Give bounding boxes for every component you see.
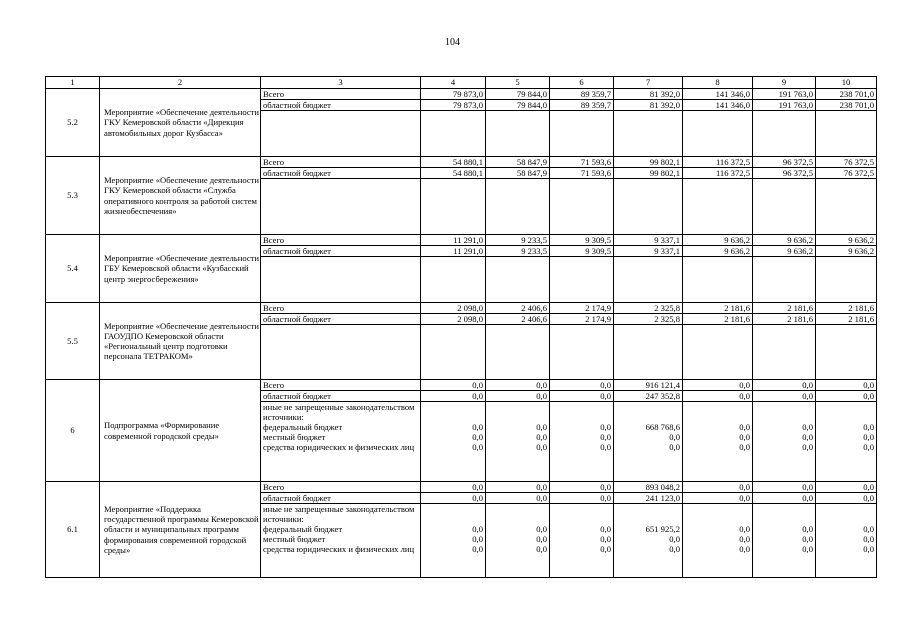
value-cell — [683, 89, 753, 157]
value — [683, 504, 752, 524]
value: 2 181,6 — [753, 303, 815, 314]
value: 191 763,0 — [753, 89, 815, 100]
value-cell — [753, 89, 816, 157]
funding-source-label: средства юридических и физических лиц — [263, 442, 415, 452]
value: 116 372,5 — [683, 168, 752, 179]
value: 2 181,6 — [816, 303, 876, 314]
value-cell — [816, 380, 877, 482]
value-cell — [753, 482, 816, 578]
value — [486, 402, 549, 422]
value: 0,0 — [550, 493, 613, 504]
value: 71 593,6 — [550, 168, 613, 179]
value: 54 880,1 — [421, 157, 485, 168]
value-cell — [486, 482, 550, 578]
value: 2 181,6 — [683, 314, 752, 325]
value: 0,0 — [486, 391, 549, 402]
value: 11 291,0 — [421, 246, 485, 257]
value-cell — [550, 380, 614, 482]
value: 247 352,8 — [614, 391, 682, 402]
value: 0,0 — [739, 432, 750, 442]
value: 0,0 — [739, 442, 750, 452]
value: 71 593,6 — [550, 157, 613, 168]
value: 2 181,6 — [816, 314, 876, 325]
header-cell: 3 — [261, 77, 421, 89]
value: 141 346,0 — [683, 89, 752, 100]
funding-source-label: Всего — [261, 157, 420, 168]
value — [614, 402, 682, 422]
value: 0,0 — [863, 534, 874, 544]
value: 0,0 — [802, 524, 813, 534]
value: 0,0 — [802, 534, 813, 544]
value: 0,0 — [816, 482, 876, 493]
value: 0,0 — [421, 391, 485, 402]
value: 2 098,0 — [421, 303, 485, 314]
funding-source-label: средства юридических и физических лиц — [263, 544, 415, 554]
value: 9 309,5 — [550, 246, 613, 257]
value-cell — [753, 380, 816, 482]
activity-cell — [100, 89, 261, 157]
value: 79 873,0 — [421, 89, 485, 100]
activity-cell — [100, 235, 261, 303]
funding-source-label: областной бюджет — [261, 168, 420, 179]
value: 916 121,4 — [614, 380, 682, 391]
value: 141 346,0 — [683, 100, 752, 111]
value-cell — [550, 235, 614, 303]
value: 0,0 — [536, 442, 547, 452]
value-cell — [550, 303, 614, 380]
value-cell — [614, 303, 683, 380]
funding-source-label: областной бюджет — [261, 391, 420, 402]
value: 58 847,9 — [486, 157, 549, 168]
value: 0,0 — [472, 534, 483, 544]
value — [550, 504, 613, 524]
value: 2 174,9 — [550, 303, 613, 314]
funding-source-label: Всего — [261, 303, 420, 314]
funding-source-label: местный бюджет — [263, 432, 326, 442]
value-cell — [683, 157, 753, 235]
value-cell — [486, 89, 550, 157]
value: 0,0 — [421, 493, 485, 504]
activity-name: Подпрограмма «Формирование современной городской среды» — [104, 420, 220, 441]
row-number: 5.4 — [46, 235, 100, 303]
value: 79 844,0 — [486, 100, 549, 111]
value-cell — [816, 482, 877, 578]
value: 9 337,1 — [614, 235, 682, 246]
value: 0,0 — [472, 432, 483, 442]
table-row — [46, 157, 877, 235]
value: 0,0 — [863, 442, 874, 452]
value: 0,0 — [683, 493, 752, 504]
header-cell: 2 — [100, 77, 261, 89]
value-cell — [683, 235, 753, 303]
value: 0,0 — [863, 524, 874, 534]
value: 0,0 — [753, 482, 815, 493]
value-cell — [614, 157, 683, 235]
value: 0,0 — [816, 493, 876, 504]
value: 0,0 — [863, 432, 874, 442]
value: 0,0 — [863, 544, 874, 554]
value: 0,0 — [816, 380, 876, 391]
value-cell — [614, 380, 683, 482]
value: 241 123,0 — [614, 493, 682, 504]
value-cell — [816, 157, 877, 235]
value: 651 925,2 — [645, 524, 680, 534]
value: 238 701,0 — [816, 100, 876, 111]
value-cell — [614, 89, 683, 157]
value-cell — [816, 235, 877, 303]
value: 0,0 — [669, 544, 680, 554]
activity-cell — [100, 303, 261, 380]
value: 0,0 — [600, 422, 611, 432]
value: 0,0 — [536, 432, 547, 442]
value: 0,0 — [669, 442, 680, 452]
value-cell — [421, 482, 486, 578]
value: 0,0 — [802, 544, 813, 554]
activity-name: Мероприятие «Обеспечение деятельности ГКУ Кемеровской области «Служба оперативного контроля за работой систем жизнеобеспечения» — [104, 175, 259, 216]
value: 0,0 — [739, 544, 750, 554]
value: 0,0 — [536, 524, 547, 534]
value: 0,0 — [683, 482, 752, 493]
header-cell: 8 — [683, 77, 753, 89]
value: 0,0 — [739, 524, 750, 534]
value: 2 181,6 — [753, 314, 815, 325]
value: 0,0 — [753, 493, 815, 504]
value-cell — [614, 235, 683, 303]
value: 0,0 — [472, 524, 483, 534]
value-cell — [753, 303, 816, 380]
value: 116 372,5 — [683, 157, 752, 168]
value: 0,0 — [421, 380, 485, 391]
row-number: 5.2 — [46, 89, 100, 157]
funding-sources-cell — [261, 235, 421, 303]
value: 2 325,8 — [614, 303, 682, 314]
funding-source-label: областной бюджет — [261, 246, 420, 257]
value: 191 763,0 — [753, 100, 815, 111]
table-body — [46, 77, 877, 578]
value: 96 372,5 — [753, 157, 815, 168]
value-cell — [421, 303, 486, 380]
value: 0,0 — [802, 432, 813, 442]
value: 9 233,5 — [486, 235, 549, 246]
value: 9 636,2 — [753, 246, 815, 257]
value: 238 701,0 — [816, 89, 876, 100]
funding-source-label: областной бюджет — [261, 493, 420, 504]
table-row — [46, 380, 877, 482]
value: 0,0 — [472, 544, 483, 554]
funding-sources-cell — [261, 89, 421, 157]
value-cell — [683, 482, 753, 578]
value-cell — [421, 89, 486, 157]
row-number: 5.3 — [46, 157, 100, 235]
value — [486, 504, 549, 524]
value: 0,0 — [472, 442, 483, 452]
funding-source-label: федеральный бюджет — [263, 422, 343, 432]
value-cell — [550, 89, 614, 157]
funding-source-label: Всего — [261, 380, 420, 391]
value: 0,0 — [550, 391, 613, 402]
funding-source-label: Всего — [261, 89, 420, 100]
value-cell — [753, 235, 816, 303]
value: 0,0 — [816, 391, 876, 402]
value: 9 636,2 — [683, 235, 752, 246]
value: 0,0 — [536, 544, 547, 554]
value: 9 309,5 — [550, 235, 613, 246]
table-row — [46, 482, 877, 578]
value: 99 802,1 — [614, 157, 682, 168]
value-cell — [614, 482, 683, 578]
value: 0,0 — [600, 544, 611, 554]
value-cell — [683, 380, 753, 482]
value: 0,0 — [802, 422, 813, 432]
value: 2 406,6 — [486, 314, 549, 325]
value: 54 880,1 — [421, 168, 485, 179]
header-cell: 1 — [46, 77, 100, 89]
value: 0,0 — [683, 380, 752, 391]
value-cell — [421, 380, 486, 482]
value-cell — [816, 89, 877, 157]
value — [421, 402, 485, 422]
value: 0,0 — [753, 391, 815, 402]
value: 9 636,2 — [753, 235, 815, 246]
budget-table — [45, 76, 877, 578]
header-cell: 9 — [753, 77, 816, 89]
header-cell: 7 — [614, 77, 683, 89]
funding-source-label: областной бюджет — [261, 100, 420, 111]
value: 9 636,2 — [683, 246, 752, 257]
table-row — [46, 235, 877, 303]
value: 0,0 — [669, 534, 680, 544]
value: 893 048,2 — [614, 482, 682, 493]
value-cell — [683, 303, 753, 380]
funding-source-label: местный бюджет — [263, 534, 326, 544]
value: 2 174,9 — [550, 314, 613, 325]
value: 0,0 — [683, 391, 752, 402]
value-cell — [486, 303, 550, 380]
value: 58 847,9 — [486, 168, 549, 179]
value: 0,0 — [600, 534, 611, 544]
value-cell — [486, 380, 550, 482]
value-cell — [421, 157, 486, 235]
header-cell: 10 — [816, 77, 877, 89]
value: 0,0 — [486, 380, 549, 391]
value: 79 873,0 — [421, 100, 485, 111]
value: 11 291,0 — [421, 235, 485, 246]
value: 0,0 — [486, 493, 549, 504]
value: 79 844,0 — [486, 89, 549, 100]
value: 0,0 — [536, 534, 547, 544]
value-cell — [550, 482, 614, 578]
value — [816, 504, 876, 524]
table-row — [46, 303, 877, 380]
value: 89 359,7 — [550, 100, 613, 111]
value: 0,0 — [550, 482, 613, 493]
value — [550, 402, 613, 422]
header-row — [46, 77, 877, 89]
value: 0,0 — [486, 482, 549, 493]
value: 0,0 — [600, 442, 611, 452]
value-cell — [753, 157, 816, 235]
funding-sources-cell — [261, 303, 421, 380]
funding-sources-cell — [261, 157, 421, 235]
value-cell — [486, 157, 550, 235]
value-cell — [550, 157, 614, 235]
activity-cell — [100, 482, 261, 578]
value: 9 636,2 — [816, 246, 876, 257]
value — [421, 504, 485, 524]
value-cell — [421, 235, 486, 303]
value: 0,0 — [863, 422, 874, 432]
value: 81 392,0 — [614, 89, 682, 100]
value: 0,0 — [753, 380, 815, 391]
header-cell: 5 — [486, 77, 550, 89]
activity-name: Мероприятие «Обеспечение деятельности ГКУ Кемеровской области «Дирекция автомобильных дорог Кузбасса» — [104, 107, 259, 138]
value: 0,0 — [536, 422, 547, 432]
value: 0,0 — [421, 482, 485, 493]
value: 9 233,5 — [486, 246, 549, 257]
row-number: 6.1 — [46, 482, 100, 578]
table-row — [46, 89, 877, 157]
funding-source-label: иные не запрещенные законодательством источники: — [263, 504, 415, 524]
value: 9 337,1 — [614, 246, 682, 257]
value: 0,0 — [669, 432, 680, 442]
value — [753, 402, 815, 422]
value: 0,0 — [550, 380, 613, 391]
funding-source-label: Всего — [261, 482, 420, 493]
value-cell — [486, 235, 550, 303]
value: 0,0 — [739, 422, 750, 432]
funding-source-label: областной бюджет — [261, 314, 420, 325]
value: 668 768,6 — [645, 422, 680, 432]
funding-source-label: Всего — [261, 235, 420, 246]
funding-source-label: федеральный бюджет — [263, 524, 343, 534]
value: 9 636,2 — [816, 235, 876, 246]
value: 76 372,5 — [816, 168, 876, 179]
value: 2 181,6 — [683, 303, 752, 314]
value: 0,0 — [472, 422, 483, 432]
value: 0,0 — [739, 534, 750, 544]
value — [816, 402, 876, 422]
value: 0,0 — [802, 442, 813, 452]
value — [753, 504, 815, 524]
row-number: 6 — [46, 380, 100, 482]
header-cell: 4 — [421, 77, 486, 89]
value: 0,0 — [600, 432, 611, 442]
value — [683, 402, 752, 422]
value: 2 098,0 — [421, 314, 485, 325]
activity-name: Мероприятие «Обеспечение деятельности ГАОУДПО Кемеровской области «Региональный центр подготовки персонала ТЕТРАКОМ» — [104, 320, 259, 362]
funding-sources-cell — [261, 482, 421, 578]
value: 2 406,6 — [486, 303, 549, 314]
header-cell: 6 — [550, 77, 614, 89]
value: 76 372,5 — [816, 157, 876, 168]
row-number: 5.5 — [46, 303, 100, 380]
value-cell — [816, 303, 877, 380]
value: 99 802,1 — [614, 168, 682, 179]
funding-source-label: иные не запрещенные законодательством источники: — [263, 402, 415, 422]
page-number: 104 — [445, 37, 460, 48]
value: 96 372,5 — [753, 168, 815, 179]
funding-sources-cell — [261, 380, 421, 482]
value: 2 325,8 — [614, 314, 682, 325]
activity-cell — [100, 380, 261, 482]
activity-name: Мероприятие «Обеспечение деятельности ГБУ Кемеровской области «Кузбасский центр энергосбережения» — [104, 253, 259, 284]
value: 81 392,0 — [614, 100, 682, 111]
value — [614, 504, 682, 524]
activity-cell — [100, 157, 261, 235]
value: 89 359,7 — [550, 89, 613, 100]
activity-name: Мероприятие «Поддержка государственной программы Кемеровской области и муниципальных программ формирования современной городской среды» — [104, 504, 259, 555]
value: 0,0 — [600, 524, 611, 534]
